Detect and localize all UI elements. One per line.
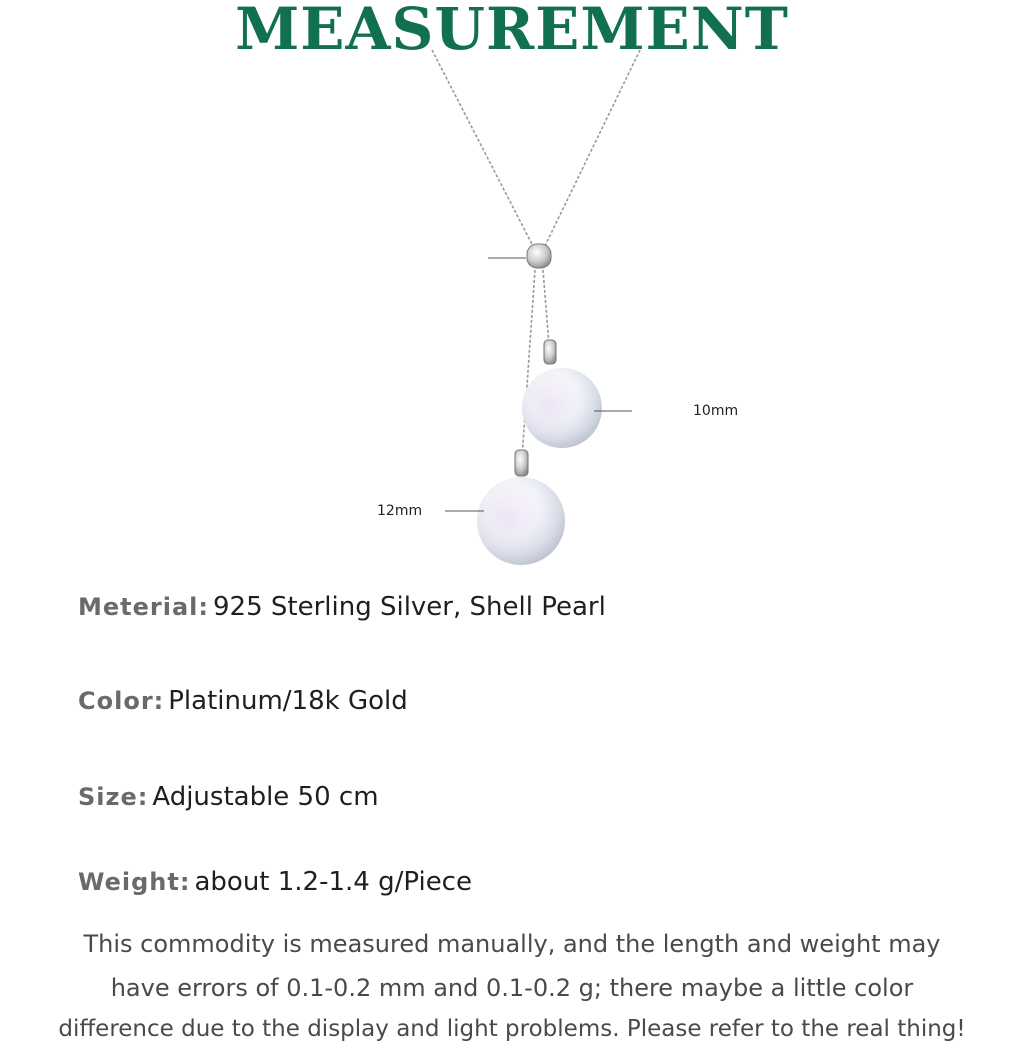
- disclaimer-line: have errors of 0.1-0.2 mm and 0.1-0.2 g; there maybe a little color: [110, 974, 914, 1002]
- spec-value: 925 Sterling Silver, Shell Pearl: [213, 592, 606, 622]
- spec-key: Color:: [78, 687, 165, 715]
- spec-material: [78, 592, 606, 622]
- large-pearl-size-label: 12mm: [377, 503, 423, 519]
- page-title: MEASUREMENT: [235, 0, 789, 63]
- disclaimer-line: This commodity is measured manually, and the length and weight may: [83, 930, 941, 958]
- spec-weight: [78, 867, 472, 897]
- spec-value: Platinum/18k Gold: [168, 686, 408, 716]
- slide-bead: [527, 244, 551, 268]
- disclaimer-line: difference due to the display and light problems. Please refer to the real thing!: [58, 1016, 966, 1042]
- spec-key: Size:: [78, 783, 149, 811]
- spec-size: [78, 782, 379, 812]
- small-pearl-bail: [544, 340, 556, 364]
- spec-value: about 1.2-1.4 g/Piece: [194, 867, 472, 897]
- large-pearl-bail: [515, 450, 528, 476]
- spec-key: Weight:: [78, 868, 191, 896]
- spec-value: Adjustable 50 cm: [152, 782, 379, 812]
- spec-key: Meterial:: [78, 593, 209, 621]
- small-pearl-size-label: 10mm: [693, 403, 739, 419]
- spec-color: [78, 686, 408, 716]
